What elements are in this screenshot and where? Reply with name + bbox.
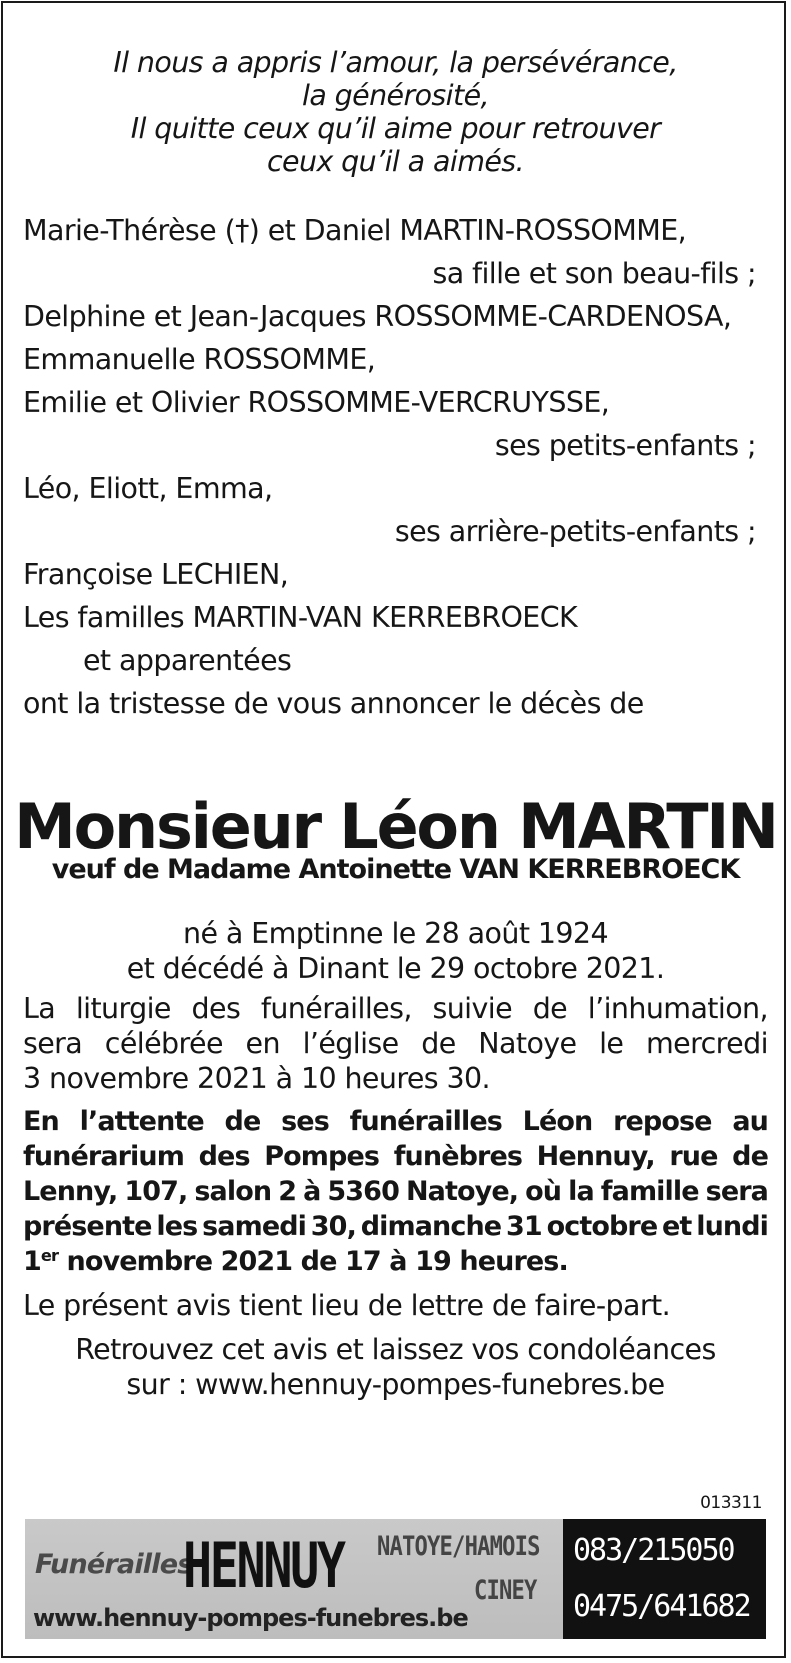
word: sera <box>23 1027 83 1060</box>
word: Hennuy, <box>536 1141 655 1172</box>
family-line: Emmanuelle ROSSOMME, <box>23 343 376 376</box>
hennuy-logo: HENNUY <box>183 1529 344 1602</box>
word: ses <box>281 1106 329 1137</box>
location-natoye-hamois: NATOYE/HAMOIS <box>377 1531 540 1562</box>
condolences-line: Retrouvez cet avis et laissez vos condoléances <box>75 1333 716 1366</box>
deceased-name: Monsieur Léon MARTIN <box>14 790 777 863</box>
funeral-home-banner <box>25 1519 766 1639</box>
word: l’église <box>302 1027 399 1060</box>
reference-number: 013311 <box>700 1493 762 1513</box>
word: salon <box>194 1176 272 1207</box>
word: l’inhumation, <box>587 992 768 1025</box>
liturgy-line <box>23 1027 768 1060</box>
word: samedi <box>202 1211 307 1242</box>
word: sera <box>705 1176 768 1207</box>
word: suivie <box>432 992 513 1025</box>
condolences-link[interactable]: sur : www.hennuy-pompes-funebres.be <box>126 1368 665 1401</box>
word: funérarium <box>23 1141 184 1172</box>
phone-number[interactable]: 0475/641682 <box>573 1589 750 1624</box>
banner-phone-panel <box>563 1519 766 1639</box>
ordinal-suffix: er <box>40 1246 59 1266</box>
word: de <box>732 1141 768 1172</box>
banner-website[interactable]: www.hennuy-pompes-funebres.be <box>33 1604 468 1632</box>
word: funérailles, <box>260 992 412 1025</box>
word: Natoye, <box>405 1176 519 1207</box>
poem-line: Il quitte ceux qu’il aime pour retrouver <box>130 112 661 145</box>
death-line: et décédé à Dinant le 29 octobre 2021. <box>126 952 665 985</box>
funerailles-label: Funérailles <box>35 1549 193 1580</box>
visitation-line <box>23 1213 768 1240</box>
word: en <box>245 1027 280 1060</box>
word: lundi <box>696 1211 768 1242</box>
liturgy-line: 3 novembre 2021 à 10 heures 30. <box>23 1062 490 1095</box>
word: Natoye <box>478 1027 577 1060</box>
word: où <box>525 1176 562 1207</box>
word: funérailles <box>349 1106 502 1137</box>
family-line: Marie-Thérèse (†) et Daniel MARTIN-ROSSOMME, <box>23 214 687 247</box>
location-ciney: CINEY <box>474 1575 537 1606</box>
visitation-line <box>23 1178 768 1205</box>
word: la <box>568 1176 594 1207</box>
family-line: Léo, Eliott, Emma, <box>23 472 273 505</box>
word: 107, <box>124 1176 188 1207</box>
word: présente <box>23 1211 152 1242</box>
word: famille <box>600 1176 699 1207</box>
ordinal-number: 1 <box>23 1246 41 1277</box>
announcement-line: ont la tristesse de vous annoncer le décès de <box>23 687 644 720</box>
visitation-line <box>23 1248 568 1275</box>
poem-line: la générosité, <box>302 79 489 112</box>
banner-logo-panel <box>25 1519 563 1639</box>
family-relation: ses arrière-petits-enfants ; <box>394 515 756 548</box>
phone-number[interactable]: 083/215050 <box>573 1533 734 1568</box>
word: 5360 <box>327 1176 399 1207</box>
visitation-line <box>23 1108 768 1135</box>
poem-line: Il nous a appris l’amour, la persévérance, <box>113 46 678 79</box>
word: En <box>23 1106 59 1137</box>
family-line: Françoise LECHIEN, <box>23 558 289 591</box>
word: au <box>732 1106 768 1137</box>
word: funèbres <box>393 1141 523 1172</box>
word: Léon <box>522 1106 593 1137</box>
liturgy-line <box>23 992 768 1025</box>
birth-line: né à Emptinne le 28 août 1924 <box>182 917 609 950</box>
word: Pompes <box>264 1141 380 1172</box>
family-line: Delphine et Jean-Jacques ROSSOMME-CARDENOSA, <box>23 300 732 333</box>
word: La <box>23 992 56 1025</box>
word: l’attente <box>79 1106 204 1137</box>
word: octobre <box>546 1211 658 1242</box>
word: de <box>224 1106 261 1137</box>
word: de <box>421 1027 456 1060</box>
family-relation: ses petits-enfants ; <box>494 429 756 462</box>
word: des <box>191 992 241 1025</box>
word: 30, <box>310 1211 356 1242</box>
word: de <box>532 992 568 1025</box>
word: des <box>198 1141 250 1172</box>
family-line: et apparentées <box>83 644 292 677</box>
visitation-line <box>23 1143 768 1170</box>
word: les <box>156 1211 198 1242</box>
word: 2 <box>278 1176 297 1207</box>
family-line: Emilie et Olivier ROSSOMME-VERCRUYSSE, <box>23 386 610 419</box>
word: mercredi <box>646 1027 768 1060</box>
word: et <box>662 1211 692 1242</box>
family-relation: sa fille et son beau-fils ; <box>432 257 756 290</box>
visitation-date-text: novembre 2021 de 17 à 19 heures. <box>58 1246 568 1277</box>
word: liturgie <box>75 992 171 1025</box>
word: repose <box>613 1106 712 1137</box>
word: 31 <box>506 1211 542 1242</box>
faire-part-notice: Le présent avis tient lieu de lettre de faire-part. <box>23 1289 671 1322</box>
word: dimanche <box>360 1211 502 1242</box>
word: à <box>303 1176 321 1207</box>
word: rue <box>669 1141 718 1172</box>
word: Lenny, <box>23 1176 118 1207</box>
death-notice <box>1 1 786 1658</box>
poem-line: ceux qu’il a aimés. <box>266 145 524 178</box>
spouse-line: veuf de Madame Antoinette VAN KERREBROECK <box>51 854 740 885</box>
word: célébrée <box>104 1027 223 1060</box>
word: le <box>599 1027 624 1060</box>
family-line: Les familles MARTIN-VAN KERREBROECK <box>23 601 578 634</box>
